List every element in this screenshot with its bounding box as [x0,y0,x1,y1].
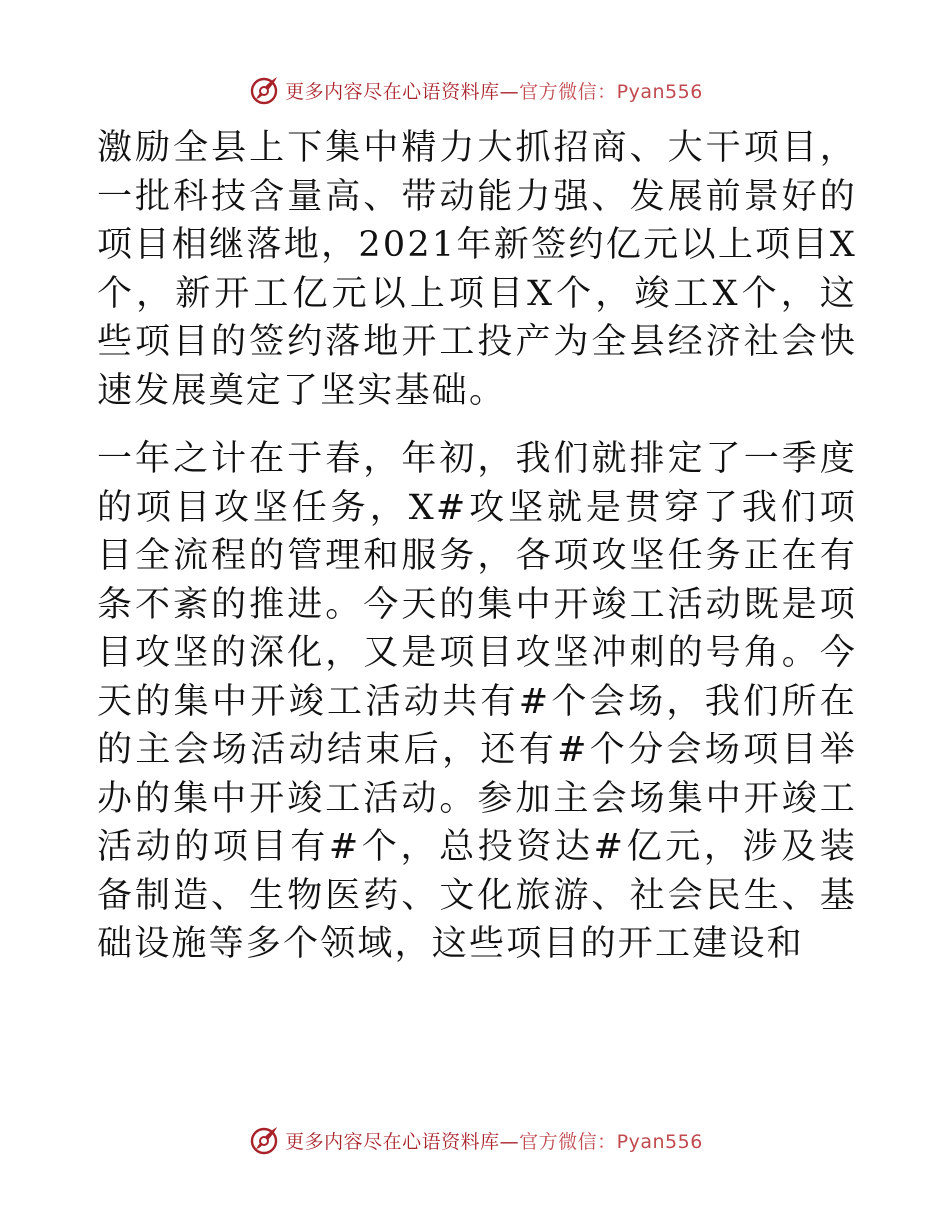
footer-separator: — [499,1130,520,1153]
header-site-text: 更多内容尽在心语资料库 [285,80,500,103]
header-separator: — [499,80,520,103]
paragraph-2: 一年之计在于春，年初，我们就排定了一季度的项目攻坚任务，X#攻坚就是贯穿了我们项目全流程的管理和服务，各项攻坚任务正在有条不紊的推进。今天的集中开竣工活动既是项目攻坚的深化，又是项目攻坚冲刺的号角。今天的集中开竣工活动共有#个会场，我们所在的主会场活动结束后，还有#个分会场项目举办的集中开竣工活动。参加主会场集中开竣工活动的项目有#个，总投资达#亿元，涉及装备制造、生物医药、文化旅游、社会民生、基础设施等多个领域，这些项目的开工建设和 [97,439,857,964]
document-body [97,124,857,969]
footer-banner-text [285,1127,703,1154]
quill-pen-logo-icon [247,73,281,107]
footer-site-text: 更多内容尽在心语资料库 [285,1130,500,1153]
footer-banner [0,1120,950,1160]
header-banner-text [285,77,703,104]
header-wechat-text: 官方微信：Pyan556 [519,80,703,103]
paragraph-1: 激励全县上下集中精力大抓招商、大干项目，一批科技含量高、带动能力强、发展前景好的项目相继落地，2021年新签约亿元以上项目X个，新开工亿元以上项目X个，竣工X个，这些项目的签约落地开工投产为全县经济社会快速发展奠定了坚实基础。 [97,128,857,411]
quill-pen-logo-icon [247,1123,281,1157]
header-banner [0,70,950,110]
footer-wechat-text: 官方微信：Pyan556 [519,1130,703,1153]
